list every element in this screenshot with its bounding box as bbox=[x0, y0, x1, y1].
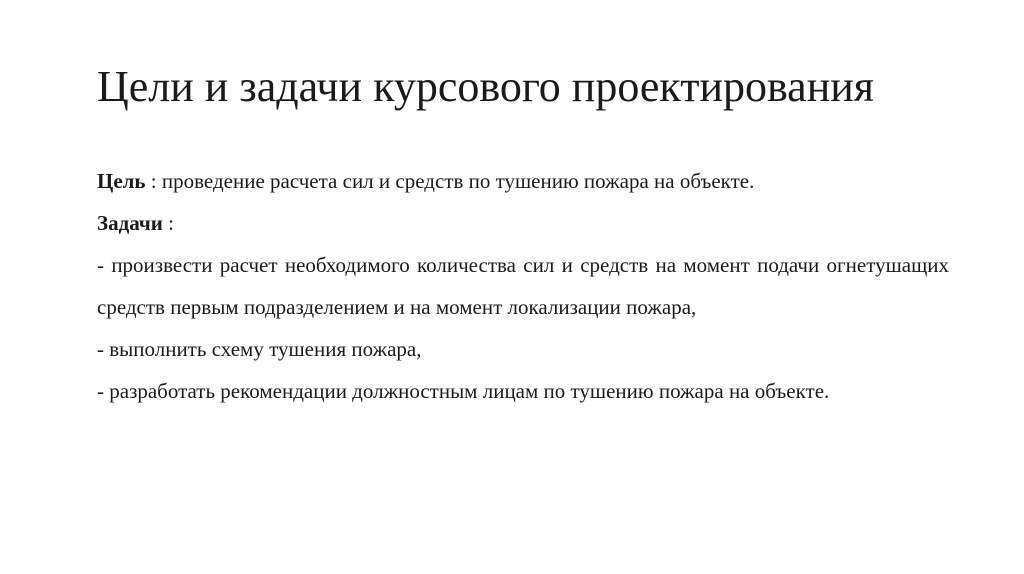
goal-label: Цель bbox=[97, 169, 146, 193]
task-item-scheme: - выполнить схему тушения пожара, bbox=[97, 337, 422, 361]
tasks-suffix: : bbox=[162, 211, 174, 235]
slide-body bbox=[97, 160, 949, 412]
goal-text: : проведение расчета сил и средств по тушению пожара на объекте. bbox=[145, 169, 755, 193]
goal-paragraph bbox=[97, 160, 949, 202]
tasks-label: Задачи bbox=[97, 211, 163, 235]
slide-title: Цели и задачи курсового проектирования bbox=[97, 62, 875, 111]
task-item-calculation: - произвести расчет необходимого количества сил и средств на момент подачи огнетушащих средств первым подразделением и на момент локализации пожара, bbox=[97, 253, 949, 319]
task-item-recommendations: - разработать рекомендации должностным лицам по тушению пожара на объекте. bbox=[97, 379, 830, 403]
tasks-heading bbox=[97, 202, 949, 244]
